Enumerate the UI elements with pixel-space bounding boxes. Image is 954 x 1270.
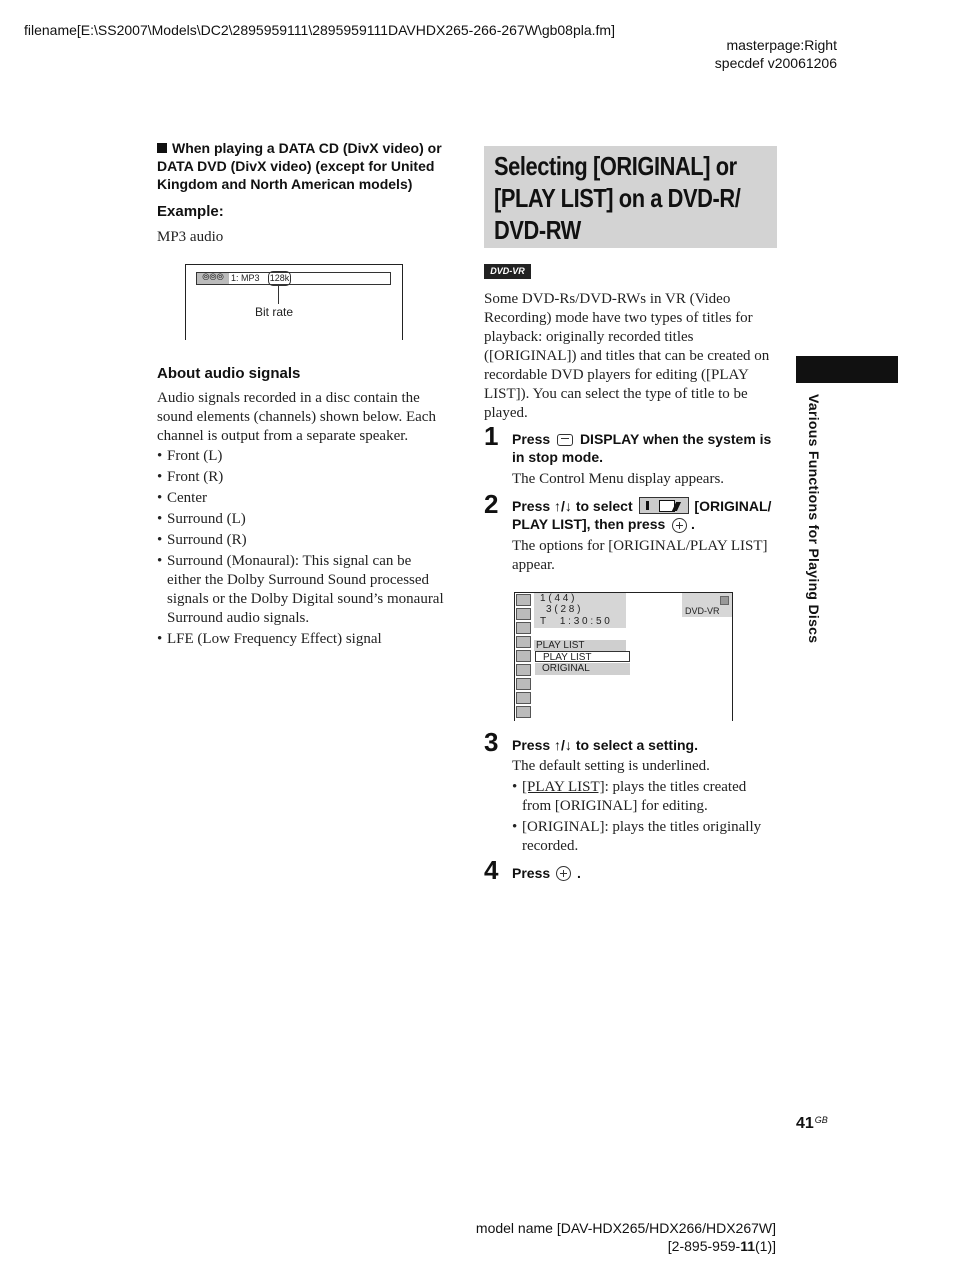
time-readout: T 1 : 3 0 : 5 0 — [540, 616, 610, 627]
osd-bitrate-value: 128k — [268, 271, 291, 286]
osd-top-border — [185, 264, 403, 265]
divx-heading-text: When playing a DATA CD (DivX video) or DATA DVD (DivX video) (except for United Kingdom and North American models) — [157, 140, 442, 192]
step-2-rest: [ORIGINAL/ PLAY LIST], then press — [512, 498, 772, 532]
option-original[interactable]: ORIGINAL — [535, 663, 630, 675]
menu-icon — [516, 706, 531, 718]
menu-icon — [516, 608, 531, 620]
stop-indicator-icon — [720, 596, 729, 605]
list-item: • LFE (Low Frequency Effect) signal — [157, 630, 449, 649]
osd-left-border — [185, 264, 186, 340]
title-number: 1 ( 4 4 ) — [540, 593, 575, 604]
menu-title: PLAY LIST — [534, 640, 626, 651]
callout-line — [278, 285, 279, 304]
osd2-right-border — [732, 592, 733, 721]
step-1-instruction — [512, 430, 780, 466]
menu-icon — [516, 664, 531, 676]
step-1-description: The Control Menu display appears. — [512, 471, 725, 487]
step-4-end: . — [576, 865, 581, 881]
disc-mode-label: DVD-VR — [685, 606, 720, 616]
step-2-description: The options for [ORIGINAL/PLAY LIST] appear. — [512, 538, 768, 573]
step-3-description: The default setting is underlined. — [512, 758, 710, 774]
step-3-number: 3 — [484, 727, 499, 757]
section-title: Selecting [ORIGINAL] or [PLAY LIST] on a DVD-R/ DVD-RW — [494, 151, 741, 245]
option-play-list[interactable]: PLAY LIST — [535, 651, 630, 662]
menu-icon — [516, 650, 531, 662]
chapter-tab-marker — [796, 356, 898, 383]
audio-signals-intro: Audio signals recorded in a disc contain the sound elements (channels) shown below. Each channel is output from a separate speaker. — [157, 390, 436, 444]
part-code-b: 11 — [740, 1238, 755, 1254]
divx-section-heading — [157, 139, 452, 193]
model-name: model name [DAV-HDX265/HDX266/HDX267W] — [475, 1220, 776, 1236]
menu-icon — [516, 594, 531, 606]
part-code-a: [2-895-959- — [667, 1238, 741, 1254]
list-item: • Surround (Monaural): This signal can be either the Dolby Surround Sound processed signals or the Dolby Digital sound’s monaural Surround audio signals. — [157, 552, 449, 628]
menu-icon-column — [516, 594, 531, 720]
step-1-rest: DISPLAY when the system is in stop mode. — [512, 431, 772, 465]
filename-header: filename[E:\SS2007\Models\DC2\2895959111\2895959111DAVHDX265-266-267W\gb08pla.fm] — [24, 22, 615, 38]
list-item: • Front (L) — [157, 447, 449, 466]
menu-icon — [516, 622, 531, 634]
example-text: MP3 audio — [157, 229, 224, 245]
step-2-number: 2 — [484, 489, 499, 519]
chapter-number: 3 ( 2 8 ) — [546, 604, 581, 615]
page-number-suffix: GB — [814, 1115, 828, 1125]
section-title-box — [484, 146, 777, 248]
menu-icon — [516, 692, 531, 704]
menu-icon — [516, 678, 531, 690]
intro-paragraph: Some DVD-Rs/DVD-RWs in VR (Video Recording) mode have two types of titles for playback: originally recorded titles ([ORIGINAL]) and titles that can be created on recordable DVD players for editing ([PLAY LIST]). You can select the type of title to be played. — [484, 291, 770, 421]
step-2-press: Press ↑/↓ to select — [512, 498, 633, 514]
part-code-c: (1)] — [755, 1238, 776, 1254]
bitrate-osd-figure — [185, 264, 404, 340]
setting-key: [ORIGINAL] — [522, 819, 605, 835]
channel-list — [157, 447, 449, 651]
list-item: • Surround (R) — [157, 531, 449, 550]
list-item: • Surround (L) — [157, 510, 449, 529]
specdef-label: specdef v20061206 — [714, 55, 837, 71]
square-bullet-icon — [157, 143, 167, 153]
bitrate-callout: Bit rate — [255, 305, 294, 319]
osd-track-label: 1: MP3 — [231, 273, 260, 283]
control-menu-osd — [514, 592, 734, 721]
dvd-vr-badge: DVD-VR — [484, 264, 531, 279]
step-3-instruction: Press ↑/↓ to select a setting. — [512, 737, 698, 753]
osd-right-border — [402, 264, 403, 340]
audio-signals-heading: About audio signals — [157, 365, 301, 382]
example-label: Example: — [157, 203, 224, 220]
step-2-instruction — [512, 497, 780, 533]
part-code — [440, 1238, 776, 1255]
list-item: • Center — [157, 489, 449, 508]
step-4-instruction — [512, 864, 581, 882]
list-item: • Front (R) — [157, 468, 449, 487]
setting-options-list — [512, 778, 778, 858]
chapter-side-title: Various Functions for Playing Discs — [806, 394, 822, 644]
original-playlist-icon — [639, 497, 689, 514]
step-1-press: Press — [512, 431, 551, 447]
page-number-value: 41 — [796, 1115, 814, 1132]
step-1-number: 1 — [484, 421, 499, 451]
menu-icon — [516, 636, 531, 648]
page-number — [796, 1115, 828, 1133]
enter-button-icon — [672, 518, 687, 533]
step-4-number: 4 — [484, 855, 499, 885]
masterpage-label: masterpage:Right — [726, 37, 837, 53]
setting-text: : plays the titles created from [ORIGINAL] for editing. — [522, 779, 747, 814]
step-2-end: . — [691, 516, 695, 532]
step-4-press: Press — [512, 865, 551, 881]
setting-key: [PLAY LIST] — [522, 779, 605, 795]
list-item — [512, 818, 778, 856]
display-button-icon — [557, 434, 573, 446]
osd2-left-border — [514, 592, 515, 721]
setting-text: : plays the titles originally recorded. — [522, 819, 762, 854]
list-item — [512, 778, 778, 816]
disc-icon: ⦾⦾⦾ — [197, 273, 229, 284]
enter-button-icon — [556, 866, 571, 881]
